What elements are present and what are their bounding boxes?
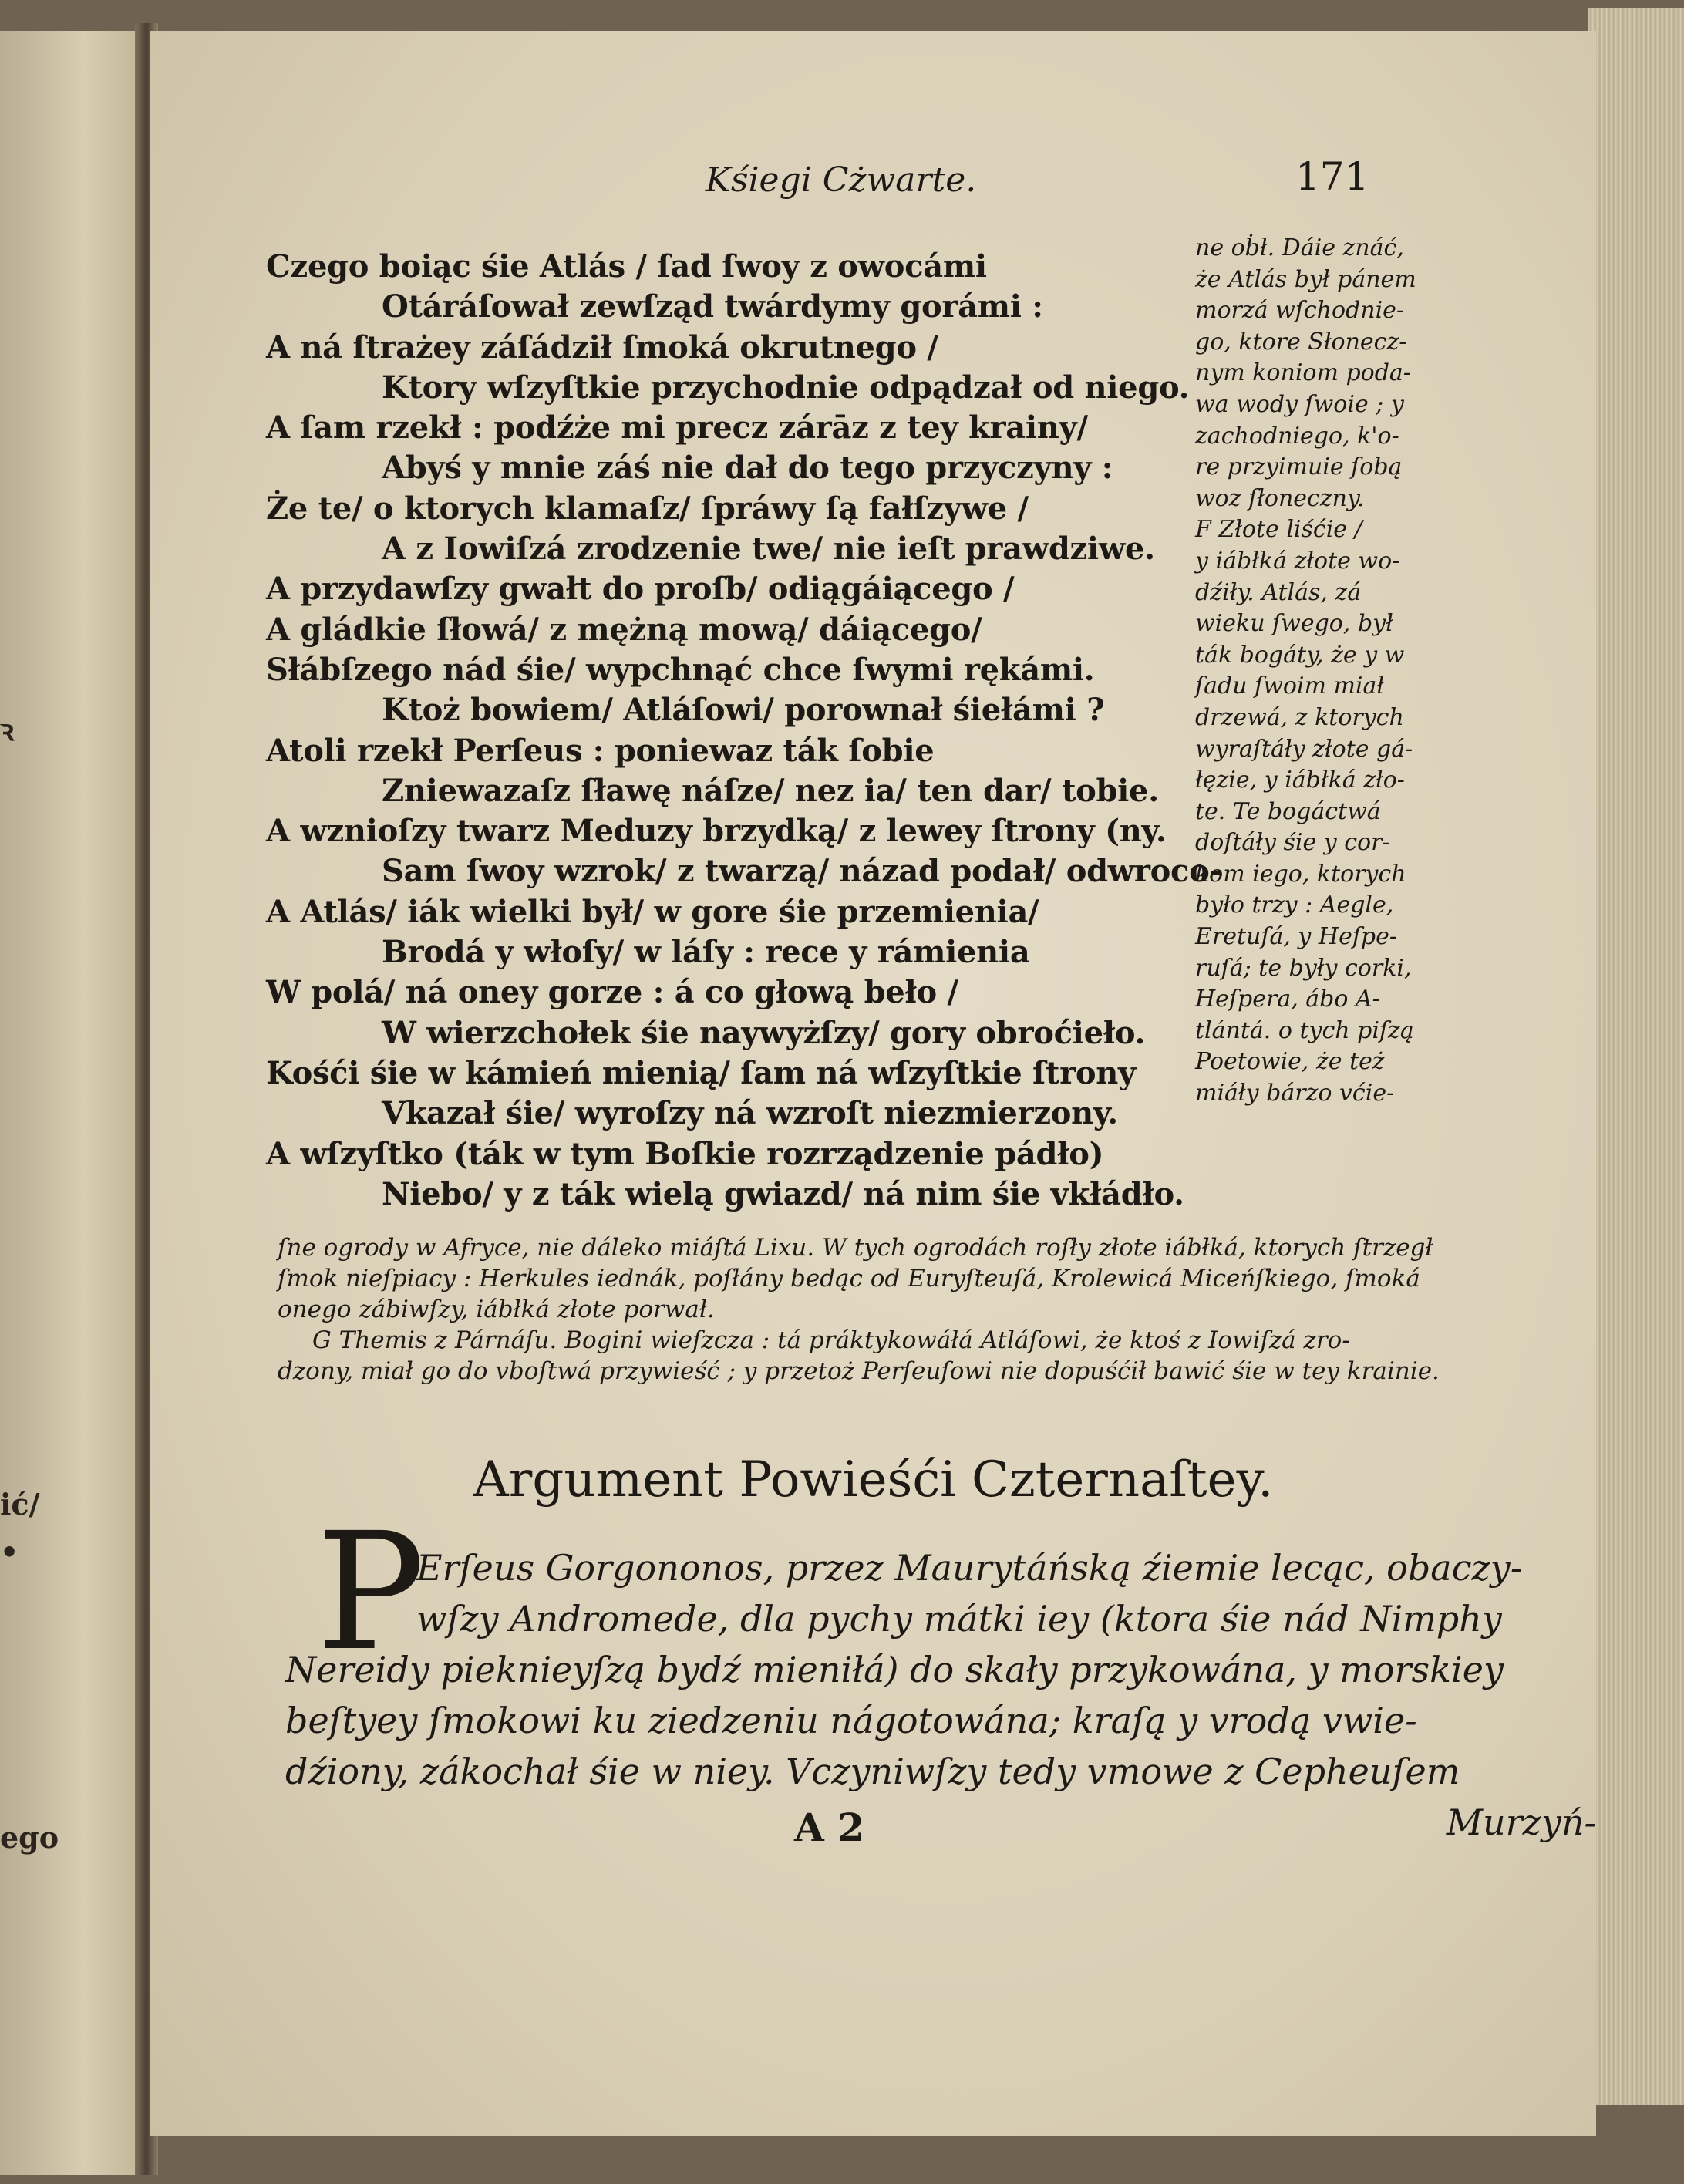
verse-line: Czego boiąc śie Atlás / ſad ſwoy z owocámi: [266, 248, 987, 285]
note-line: ſadu ſwoim miał: [1195, 672, 1385, 700]
fn-line: ſne ogrody w Afryce, nie dáleko miáſtá Lixu. W tych ogrodách roſły złote iábłká, ktorych ſtrzegł: [278, 1234, 1433, 1262]
note-line: y iábłká złote wo-: [1195, 547, 1400, 575]
argument-title: Argument Powieśći Czternaſtey.: [473, 1451, 1274, 1508]
fn-line: onego zábiwſzy, iábłká złote porwał.: [278, 1296, 715, 1323]
verse-line: A z Iowiſzá zrodzenie twe/ nie ieſt prawdziwe.: [382, 531, 1155, 568]
note-line: Eretuſá, y Heſpe-: [1195, 923, 1398, 951]
verse-line: Brodá y włoſy/ w láſy : rece y rámienia: [382, 934, 1030, 971]
note-line: woz ſłoneczny.: [1195, 484, 1365, 512]
note-line: wa wody ſwoie ; y: [1195, 390, 1404, 418]
drop-cap: P: [316, 1498, 426, 1687]
note-line: kom iego, ktorych: [1195, 860, 1406, 888]
verse-line: Sam ſwoy wzrok/ z twarzą/ názad podał/ odwroco-: [382, 853, 1222, 890]
verse-block: [266, 247, 1315, 1215]
note-line: było trzy : Aegle,: [1195, 891, 1394, 919]
left-page-fragment: ꝛ: [0, 713, 15, 747]
note-line: go, ktore Słonecz-: [1195, 328, 1407, 356]
note-line: ták bogáty, że y w: [1195, 641, 1405, 669]
note-line: morzá wſchodnie-: [1195, 297, 1405, 325]
note-line: Poetowie, że też: [1195, 1048, 1385, 1076]
verse-line: Że te/ o ktorych klamaſz/ ſpráwy ſą fałſzywe /: [266, 490, 1029, 527]
verse-line: Atoli rzekł Perſeus : poniewaz ták ſobie: [266, 732, 935, 769]
note-line: Heſpera, ábo A-: [1195, 986, 1380, 1013]
verse-line: Ktory wſzyſtkie przychodnie odpądzał od niego.: [382, 369, 1190, 406]
fn-line: G Themis z Párnáſu. Bogini wieſzcza : tá práktykowáłá Atláſowi, że ktoś z Iowiſzá zro-: [312, 1326, 1350, 1354]
verse-line: A przydawſzy gwałt do proſb/ odiągáiącego /: [266, 571, 1015, 608]
note-line: ruſá; te były corki,: [1195, 954, 1412, 982]
note-line: F Złote liśćie /: [1195, 516, 1362, 544]
arg-line: Nereidy pieknieyſzą bydź mieniłá) do skały przykowána, y morskiey: [285, 1649, 1504, 1690]
left-page-fragment: ego: [0, 1820, 59, 1855]
verse-line: A wznioſzy twarz Meduzy brzydką/ z lewey ſtrony (ny.: [266, 813, 1167, 850]
left-page-edge: [0, 31, 143, 2175]
running-title: Kśiegi Cżwarte.: [706, 160, 977, 200]
note-line: doſtáły śie y cor-: [1195, 829, 1390, 857]
verse-line: Słábſzego nád śie/ wypchnąć chce ſwymi rękámi.: [266, 651, 1095, 688]
note-line: że Atlás był pánem: [1195, 265, 1416, 293]
note-line: zachodniego, k'o-: [1195, 422, 1399, 450]
page-number: 171: [1295, 154, 1369, 199]
book-page: [150, 31, 1596, 2136]
verse-line: Vkazał śie/ wyroſzy ná wzroſt niezmierzony.: [382, 1095, 1118, 1132]
verse-line: Ktoż bowiem/ Atláſowi/ porownał śiełámi ?: [382, 692, 1105, 729]
verse-line: A ná ſtrażey záſádził ſmoká okrutnego /: [266, 329, 938, 366]
note-line: miáły bárzo vćie-: [1195, 1080, 1395, 1107]
verse-line: Kośći śie w kámień mienią/ ſam ná wſzyſtkie ſtrony: [266, 1054, 1136, 1091]
left-page-fragment: ić/: [0, 1487, 40, 1522]
note-line: dźiły. Atlás, zá: [1195, 578, 1362, 606]
left-page-fragment: •: [0, 1535, 19, 1569]
fn-line: dzony, miał go do vboſtwá przywieść ; y przetoż Perſeuſowi nie dopuśćił bawić śie w tey krainie.: [278, 1357, 1440, 1385]
verse-line: A ſam rzekł : podźże mi precz zárāz z tey krainy/: [266, 410, 1088, 447]
note-line: łęzie, y iábłká zło-: [1195, 767, 1405, 794]
note-line: drzewá, z ktorych: [1195, 703, 1404, 731]
verse-line: Otáráſował zewſząd twárdymy gorámi :: [382, 288, 1043, 325]
margin-note: [1195, 233, 1450, 1110]
verse-line: A Atlás/ iák wielki był/ w gore śie przemienia/: [266, 893, 1039, 930]
footnotes: [278, 1232, 1604, 1387]
arg-line: dźiony, zákochał śie w niey. Vczyniwſzy tedy vmowe z Cepheuſem: [285, 1751, 1460, 1792]
arg-line: wſzy Andromede, dla pychy mátki iey (ktora śie nád Nimphy: [416, 1598, 1502, 1640]
arg-line: Erſeus Gorgononos, przez Maurytáńską źiemie lecąc, obaczy-: [416, 1547, 1523, 1589]
note-line: te. Te bogáctwá: [1195, 797, 1381, 825]
note-line: tlántá. o tych piſzą: [1195, 1016, 1414, 1044]
verse-line: W wierzchołek śie naywyżſzy/ gory obroćieło.: [382, 1014, 1146, 1051]
note-line: ne oḃł. Dáie znáć,: [1195, 234, 1404, 261]
note-line: nym koniom poda-: [1195, 359, 1411, 387]
argument-body: [285, 1542, 1604, 1848]
verse-line: Niebo/ y z ták wielą gwiazd/ ná nim śie vkłádło.: [382, 1175, 1184, 1212]
verse-line: W polá/ ná oney gorze : á co głową beło /: [266, 974, 958, 1011]
arg-line: beſtyey ſmokowi ku ziedzeniu nágotowána; kraſą y vrodą vwie-: [285, 1700, 1417, 1741]
verse-line: A gládkie ſłowá/ z mężną mową/ dáiącego/: [266, 611, 982, 648]
verse-line: Zniewazaſz ſławę náſze/ nez ia/ ten dar/ tobie.: [382, 772, 1159, 809]
verse-line: A wſzyſtko (ták w tym Boſkie rozrządzenie pádło): [266, 1135, 1104, 1172]
note-line: wieku ſwego, był: [1195, 610, 1393, 638]
fn-line: ſmok nieſpiacy : Herkules iednák, poſłány bedąc od Euryſteuſá, Krolewicá Miceńſkiego, ſmoká: [278, 1265, 1420, 1293]
arg-line: Murzyń-: [1446, 1801, 1596, 1843]
verse-line: Abyś y mnie záś nie dał do tego przyczyny :: [382, 450, 1113, 487]
signature-mark: A 2: [794, 1805, 864, 1850]
note-line: re przyimuie ſobą: [1195, 453, 1403, 481]
note-line: wyraſtáły złote gá-: [1195, 735, 1413, 763]
